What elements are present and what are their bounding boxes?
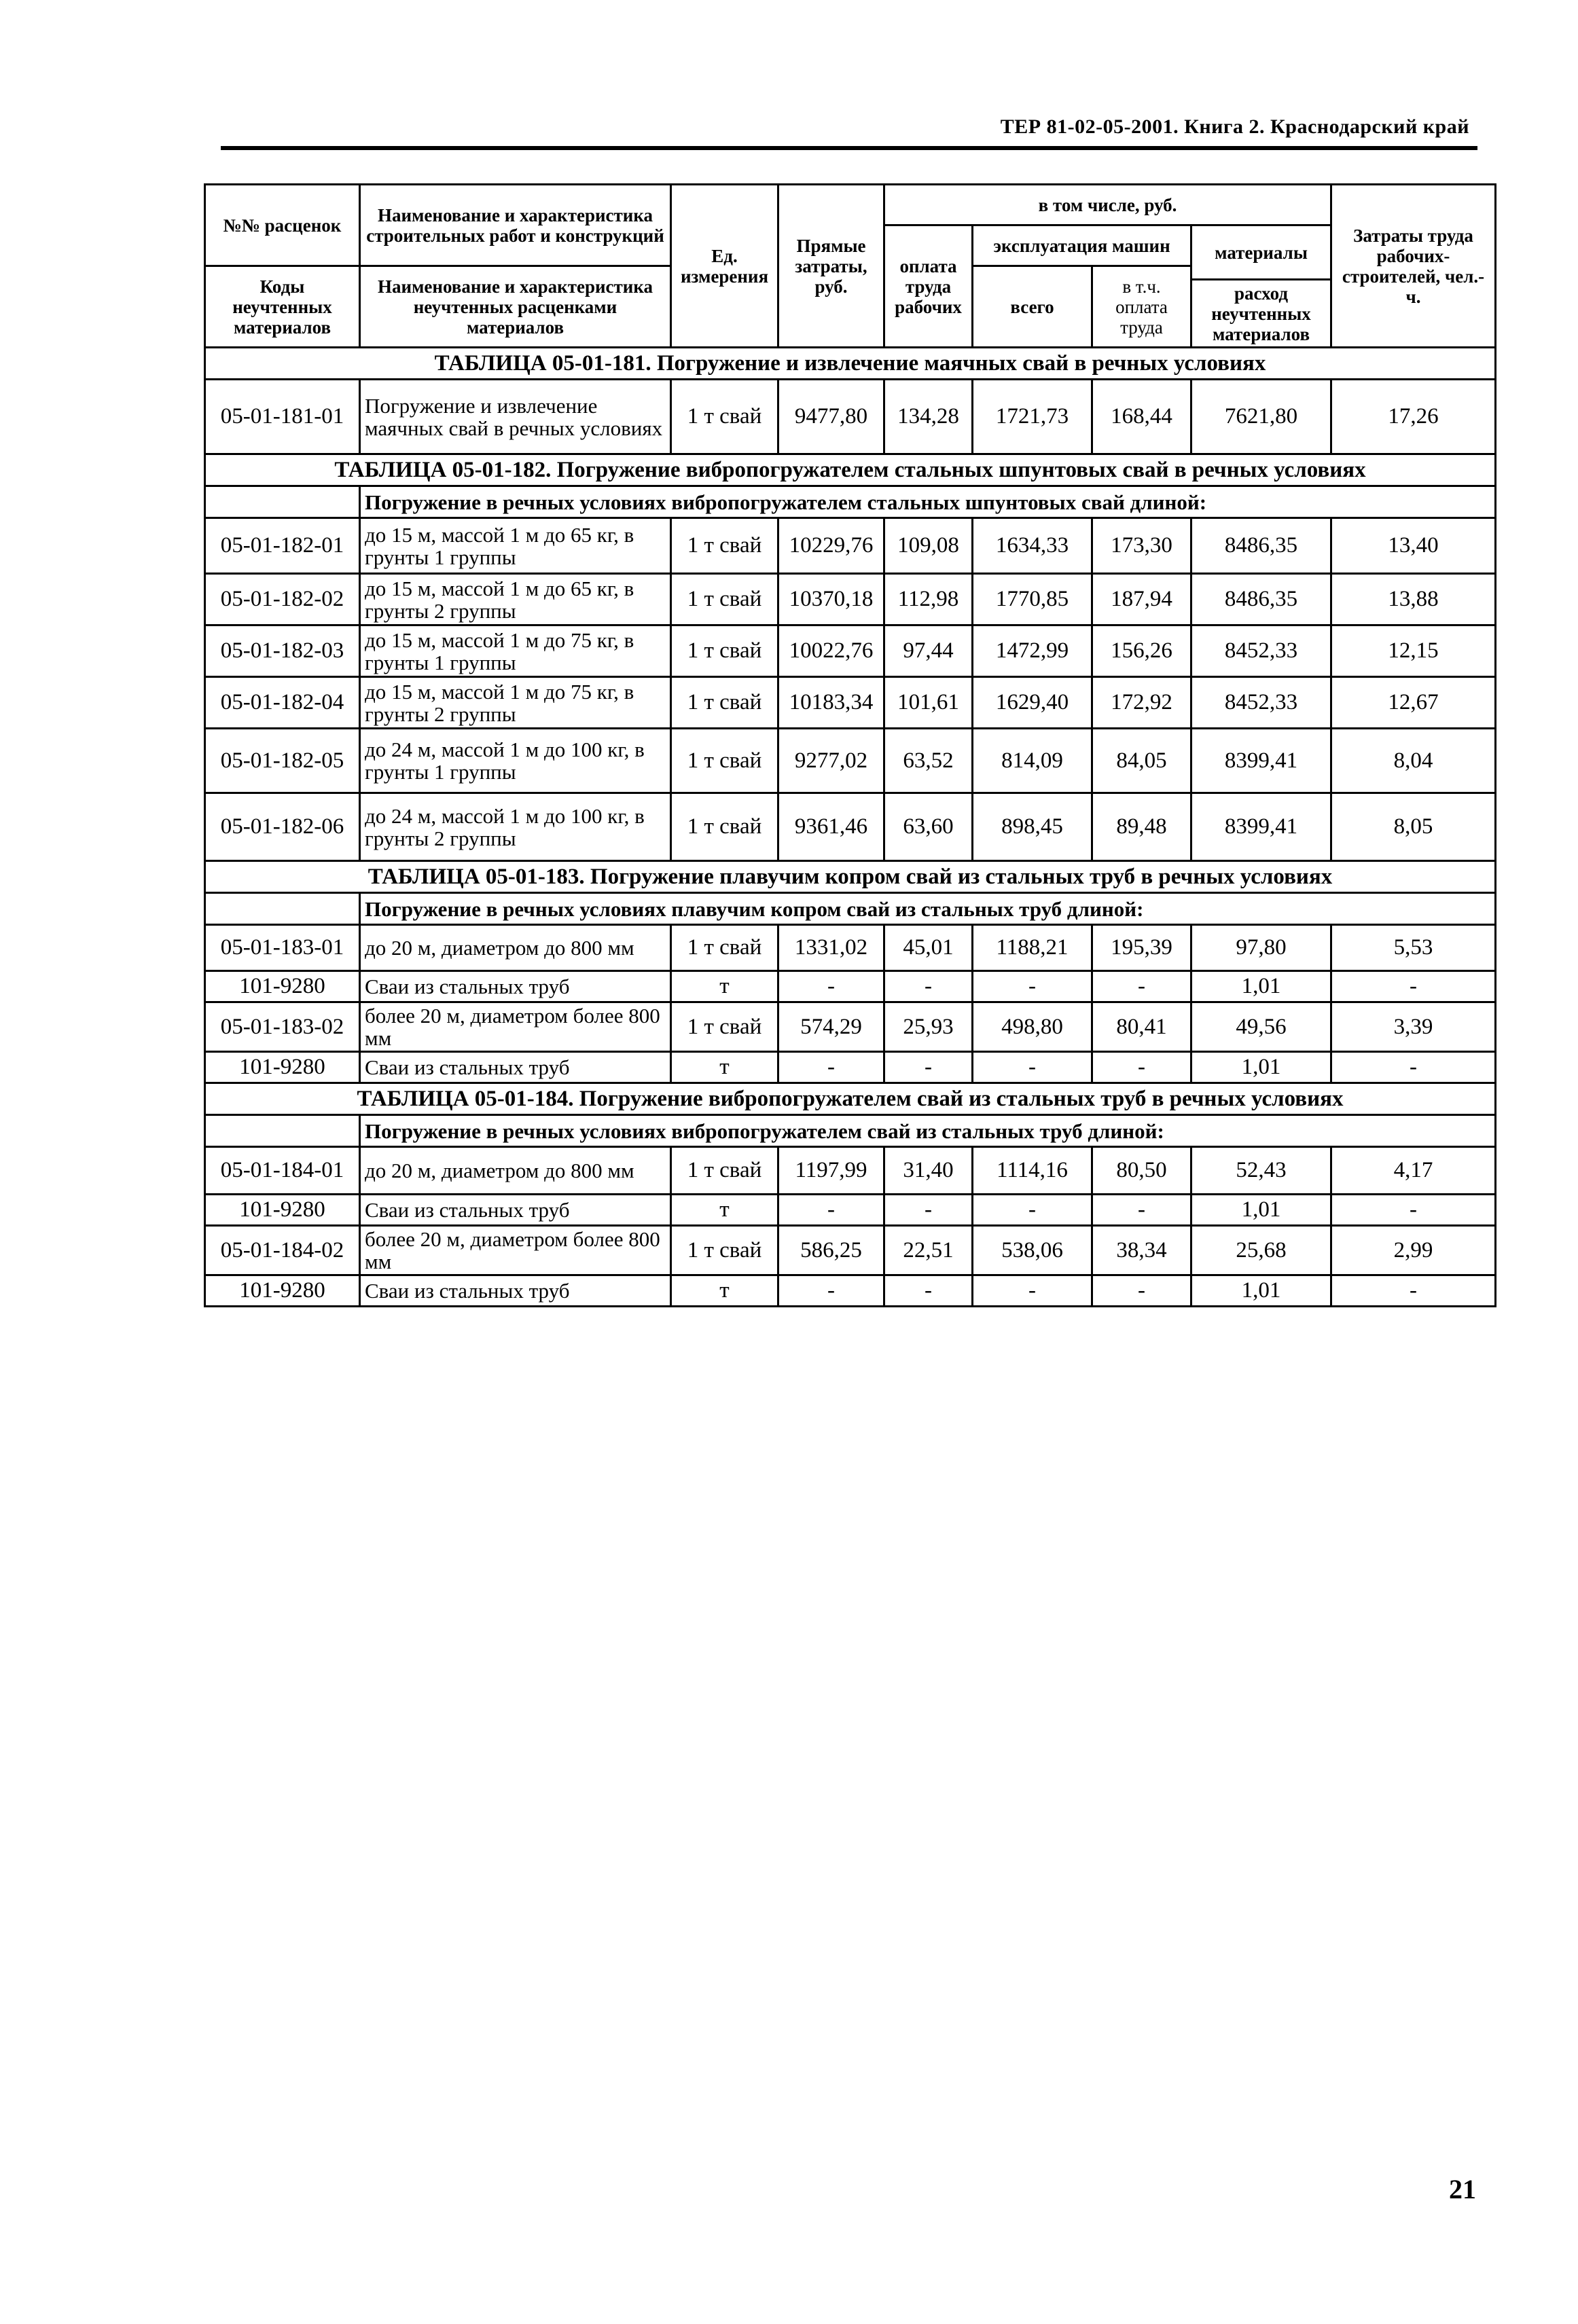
row-code: 101-9280 [205, 971, 360, 1002]
row-unit: 1 т свай [671, 1147, 778, 1195]
row-labor-pay: 25,93 [884, 1002, 973, 1052]
row-labor-costs: 13,88 [1331, 574, 1496, 625]
row-machines-total: 814,09 [973, 729, 1092, 793]
row-direct-costs: 586,25 [778, 1226, 884, 1275]
row-materials: 49,56 [1191, 1002, 1331, 1052]
row-unit: 1 т свай [671, 729, 778, 793]
row-materials: 97,80 [1191, 925, 1331, 971]
row-labor-pay: 63,60 [884, 793, 973, 861]
row-unit: 1 т свай [671, 1226, 778, 1275]
row-machines-labor: 173,30 [1092, 518, 1191, 574]
table-row [205, 380, 1496, 454]
row-labor-costs: - [1331, 1195, 1496, 1226]
row-machines-total: - [973, 1195, 1092, 1226]
row-machines-labor: 172,92 [1092, 677, 1191, 729]
row-labor-pay: 22,51 [884, 1226, 973, 1275]
row-machines-total: 1770,85 [973, 574, 1092, 625]
header-name-top: Наименование и характеристика строительных работ и конструкций [360, 185, 671, 266]
table-body [205, 348, 1496, 1307]
row-materials: 1,01 [1191, 971, 1331, 1002]
row-machines-labor: 195,39 [1092, 925, 1191, 971]
row-machines-total: 1721,73 [973, 380, 1092, 454]
row-code: 05-01-181-01 [205, 380, 360, 454]
row-labor-pay: - [884, 971, 973, 1002]
table-row [205, 1226, 1496, 1275]
row-labor-costs: 17,26 [1331, 380, 1496, 454]
row-name: Сваи из стальных труб [360, 971, 671, 1002]
row-machines-total: - [973, 971, 1092, 1002]
table-row [205, 1002, 1496, 1052]
row-labor-costs: 13,40 [1331, 518, 1496, 574]
table-row [205, 793, 1496, 861]
table-row [205, 729, 1496, 793]
row-machines-labor: 38,34 [1092, 1226, 1191, 1275]
row-machines-labor: 187,94 [1092, 574, 1191, 625]
row-name: до 15 м, массой 1 м до 75 кг, в грунты 1 группы [360, 625, 671, 677]
row-machines-total: 1472,99 [973, 625, 1092, 677]
row-code: 101-9280 [205, 1195, 360, 1226]
row-unit: 1 т свай [671, 793, 778, 861]
subtitle-spacer [205, 486, 360, 518]
row-labor-pay: - [884, 1052, 973, 1083]
section-subtitle-row [205, 1115, 1496, 1147]
header-rule [221, 146, 1477, 150]
row-unit: т [671, 971, 778, 1002]
row-labor-pay: 97,44 [884, 625, 973, 677]
row-code: 05-01-184-02 [205, 1226, 360, 1275]
row-materials: 1,01 [1191, 1052, 1331, 1083]
row-materials: 1,01 [1191, 1195, 1331, 1226]
header-materials-sub: расход неучтенных материалов [1191, 280, 1331, 348]
header-code-bottom: Коды неучтенных материалов [205, 266, 360, 348]
section-title: ТАБЛИЦА 05-01-181. Погружение и извлечение маячных свай в речных условиях [205, 348, 1496, 380]
row-unit: 1 т свай [671, 677, 778, 729]
row-labor-pay: - [884, 1195, 973, 1226]
row-direct-costs: - [778, 1052, 884, 1083]
row-name: до 20 м, диаметром до 800 мм [360, 1147, 671, 1195]
row-labor-costs: 2,99 [1331, 1226, 1496, 1275]
table-row [205, 1147, 1496, 1195]
row-machines-labor: 168,44 [1092, 380, 1191, 454]
row-name: до 20 м, диаметром до 800 мм [360, 925, 671, 971]
row-labor-pay: 45,01 [884, 925, 973, 971]
row-unit: 1 т свай [671, 380, 778, 454]
row-unit: 1 т свай [671, 925, 778, 971]
row-labor-costs: 8,04 [1331, 729, 1496, 793]
row-machines-total: - [973, 1275, 1092, 1307]
price-table [204, 183, 1496, 1307]
row-machines-total: 1188,21 [973, 925, 1092, 971]
table-row [205, 625, 1496, 677]
row-labor-costs: 4,17 [1331, 1147, 1496, 1195]
row-materials: 8486,35 [1191, 518, 1331, 574]
row-machines-labor: - [1092, 1275, 1191, 1307]
row-materials: 8452,33 [1191, 625, 1331, 677]
row-code: 101-9280 [205, 1275, 360, 1307]
table-row [205, 1195, 1496, 1226]
row-machines-labor: 84,05 [1092, 729, 1191, 793]
header-direct-costs: Прямые затраты, руб. [778, 185, 884, 348]
section-title: ТАБЛИЦА 05-01-182. Погружение вибропогружателем стальных шпунтовых свай в речных условиях [205, 454, 1496, 486]
row-labor-costs: - [1331, 1275, 1496, 1307]
row-machines-labor: 80,50 [1092, 1147, 1191, 1195]
row-code: 05-01-182-01 [205, 518, 360, 574]
row-machines-total: 898,45 [973, 793, 1092, 861]
row-materials: 8452,33 [1191, 677, 1331, 729]
table-row [205, 1275, 1496, 1307]
table-row [205, 925, 1496, 971]
row-direct-costs: - [778, 971, 884, 1002]
row-name: Сваи из стальных труб [360, 1052, 671, 1083]
row-direct-costs: 10022,76 [778, 625, 884, 677]
row-direct-costs: 574,29 [778, 1002, 884, 1052]
header-machines: эксплуатация машин [973, 225, 1191, 266]
row-code: 05-01-183-02 [205, 1002, 360, 1052]
row-machines-labor: - [1092, 1052, 1191, 1083]
section-title-row [205, 348, 1496, 380]
header-including: в том числе, руб. [884, 185, 1331, 225]
row-labor-costs: 12,67 [1331, 677, 1496, 729]
header-materials: материалы [1191, 225, 1331, 280]
row-direct-costs: 1331,02 [778, 925, 884, 971]
row-code: 05-01-183-01 [205, 925, 360, 971]
section-title-row [205, 454, 1496, 486]
row-machines-total: 1629,40 [973, 677, 1092, 729]
row-materials: 52,43 [1191, 1147, 1331, 1195]
row-name: до 15 м, массой 1 м до 75 кг, в грунты 2 группы [360, 677, 671, 729]
subtitle-spacer [205, 1115, 360, 1147]
section-subtitle-row [205, 486, 1496, 518]
row-direct-costs: 10183,34 [778, 677, 884, 729]
row-name: Погружение и извлечение маячных свай в речных условиях [360, 380, 671, 454]
header-name-bottom: Наименование и характеристика неучтенных расценками материалов [360, 266, 671, 348]
row-machines-labor: - [1092, 971, 1191, 1002]
row-machines-labor: 80,41 [1092, 1002, 1191, 1052]
row-unit: т [671, 1052, 778, 1083]
row-direct-costs: - [778, 1195, 884, 1226]
row-unit: т [671, 1195, 778, 1226]
table-row [205, 677, 1496, 729]
row-code: 05-01-182-02 [205, 574, 360, 625]
row-unit: 1 т свай [671, 1002, 778, 1052]
section-title: ТАБЛИЦА 05-01-183. Погружение плавучим копром свай из стальных труб в речных условиях [205, 861, 1496, 893]
row-labor-pay: 101,61 [884, 677, 973, 729]
section-title-row [205, 861, 1496, 893]
section-title-row [205, 1083, 1496, 1115]
row-machines-total: - [973, 1052, 1092, 1083]
row-labor-pay: 112,98 [884, 574, 973, 625]
row-unit: 1 т свай [671, 625, 778, 677]
table-row [205, 574, 1496, 625]
row-name: до 15 м, массой 1 м до 65 кг, в грунты 1 группы [360, 518, 671, 574]
row-direct-costs: 10370,18 [778, 574, 884, 625]
section-title: ТАБЛИЦА 05-01-184. Погружение вибропогружателем свай из стальных труб в речных условиях [205, 1083, 1496, 1115]
row-labor-costs: 3,39 [1331, 1002, 1496, 1052]
row-name: до 15 м, массой 1 м до 65 кг, в грунты 2 группы [360, 574, 671, 625]
row-labor-pay: 134,28 [884, 380, 973, 454]
header-labor-pay: оплата труда рабочих [884, 225, 973, 348]
row-code: 05-01-182-03 [205, 625, 360, 677]
row-machines-total: 498,80 [973, 1002, 1092, 1052]
section-subtitle: Погружение в речных условиях плавучим копром свай из стальных труб длиной: [360, 893, 1496, 925]
row-labor-pay: 109,08 [884, 518, 973, 574]
section-subtitle: Погружение в речных условиях вибропогружателем свай из стальных труб длиной: [360, 1115, 1496, 1147]
row-materials: 8399,41 [1191, 729, 1331, 793]
row-labor-pay: 31,40 [884, 1147, 973, 1195]
row-code: 05-01-182-04 [205, 677, 360, 729]
row-machines-labor: - [1092, 1195, 1191, 1226]
row-labor-costs: - [1331, 971, 1496, 1002]
row-direct-costs: - [778, 1275, 884, 1307]
row-name: более 20 м, диаметром более 800 мм [360, 1226, 671, 1275]
row-direct-costs: 9361,46 [778, 793, 884, 861]
header-labor-costs: Затраты труда рабочих-строителей, чел.-ч. [1331, 185, 1496, 348]
table-row [205, 971, 1496, 1002]
running-header: ТЕР 81-02-05-2001. Книга 2. Краснодарский край [1000, 115, 1469, 138]
row-unit: т [671, 1275, 778, 1307]
row-direct-costs: 10229,76 [778, 518, 884, 574]
row-code: 101-9280 [205, 1052, 360, 1083]
row-name: более 20 м, диаметром более 800 мм [360, 1002, 671, 1052]
row-name: Сваи из стальных труб [360, 1195, 671, 1226]
row-materials: 25,68 [1191, 1226, 1331, 1275]
subtitle-spacer [205, 893, 360, 925]
row-direct-costs: 9277,02 [778, 729, 884, 793]
row-machines-total: 1114,16 [973, 1147, 1092, 1195]
row-labor-costs: 5,53 [1331, 925, 1496, 971]
row-materials: 8399,41 [1191, 793, 1331, 861]
row-labor-pay: 63,52 [884, 729, 973, 793]
row-code: 05-01-182-05 [205, 729, 360, 793]
row-materials: 7621,80 [1191, 380, 1331, 454]
row-labor-costs: 8,05 [1331, 793, 1496, 861]
row-materials: 1,01 [1191, 1275, 1331, 1307]
header-code-top: №№ расценок [205, 185, 360, 266]
row-labor-costs: 12,15 [1331, 625, 1496, 677]
row-labor-pay: - [884, 1275, 973, 1307]
row-machines-labor: 89,48 [1092, 793, 1191, 861]
table-row [205, 1052, 1496, 1083]
row-unit: 1 т свай [671, 518, 778, 574]
row-machines-labor: 156,26 [1092, 625, 1191, 677]
section-subtitle-row [205, 893, 1496, 925]
row-direct-costs: 1197,99 [778, 1147, 884, 1195]
header-machines-total: всего [973, 266, 1092, 348]
row-direct-costs: 9477,80 [778, 380, 884, 454]
row-code: 05-01-184-01 [205, 1147, 360, 1195]
row-name: до 24 м, массой 1 м до 100 кг, в грунты 2 группы [360, 793, 671, 861]
row-unit: 1 т свай [671, 574, 778, 625]
row-labor-costs: - [1331, 1052, 1496, 1083]
section-subtitle: Погружение в речных условиях вибропогружателем стальных шпунтовых свай длиной: [360, 486, 1496, 518]
row-code: 05-01-182-06 [205, 793, 360, 861]
header-machines-labor: в т.ч. оплата труда [1092, 266, 1191, 348]
page-number: 21 [1449, 2174, 1476, 2204]
row-machines-total: 538,06 [973, 1226, 1092, 1275]
table-row [205, 518, 1496, 574]
row-machines-total: 1634,33 [973, 518, 1092, 574]
row-name: Сваи из стальных труб [360, 1275, 671, 1307]
header-unit: Ед. измерения [671, 185, 778, 348]
row-materials: 8486,35 [1191, 574, 1331, 625]
row-name: до 24 м, массой 1 м до 100 кг, в грунты 1 группы [360, 729, 671, 793]
